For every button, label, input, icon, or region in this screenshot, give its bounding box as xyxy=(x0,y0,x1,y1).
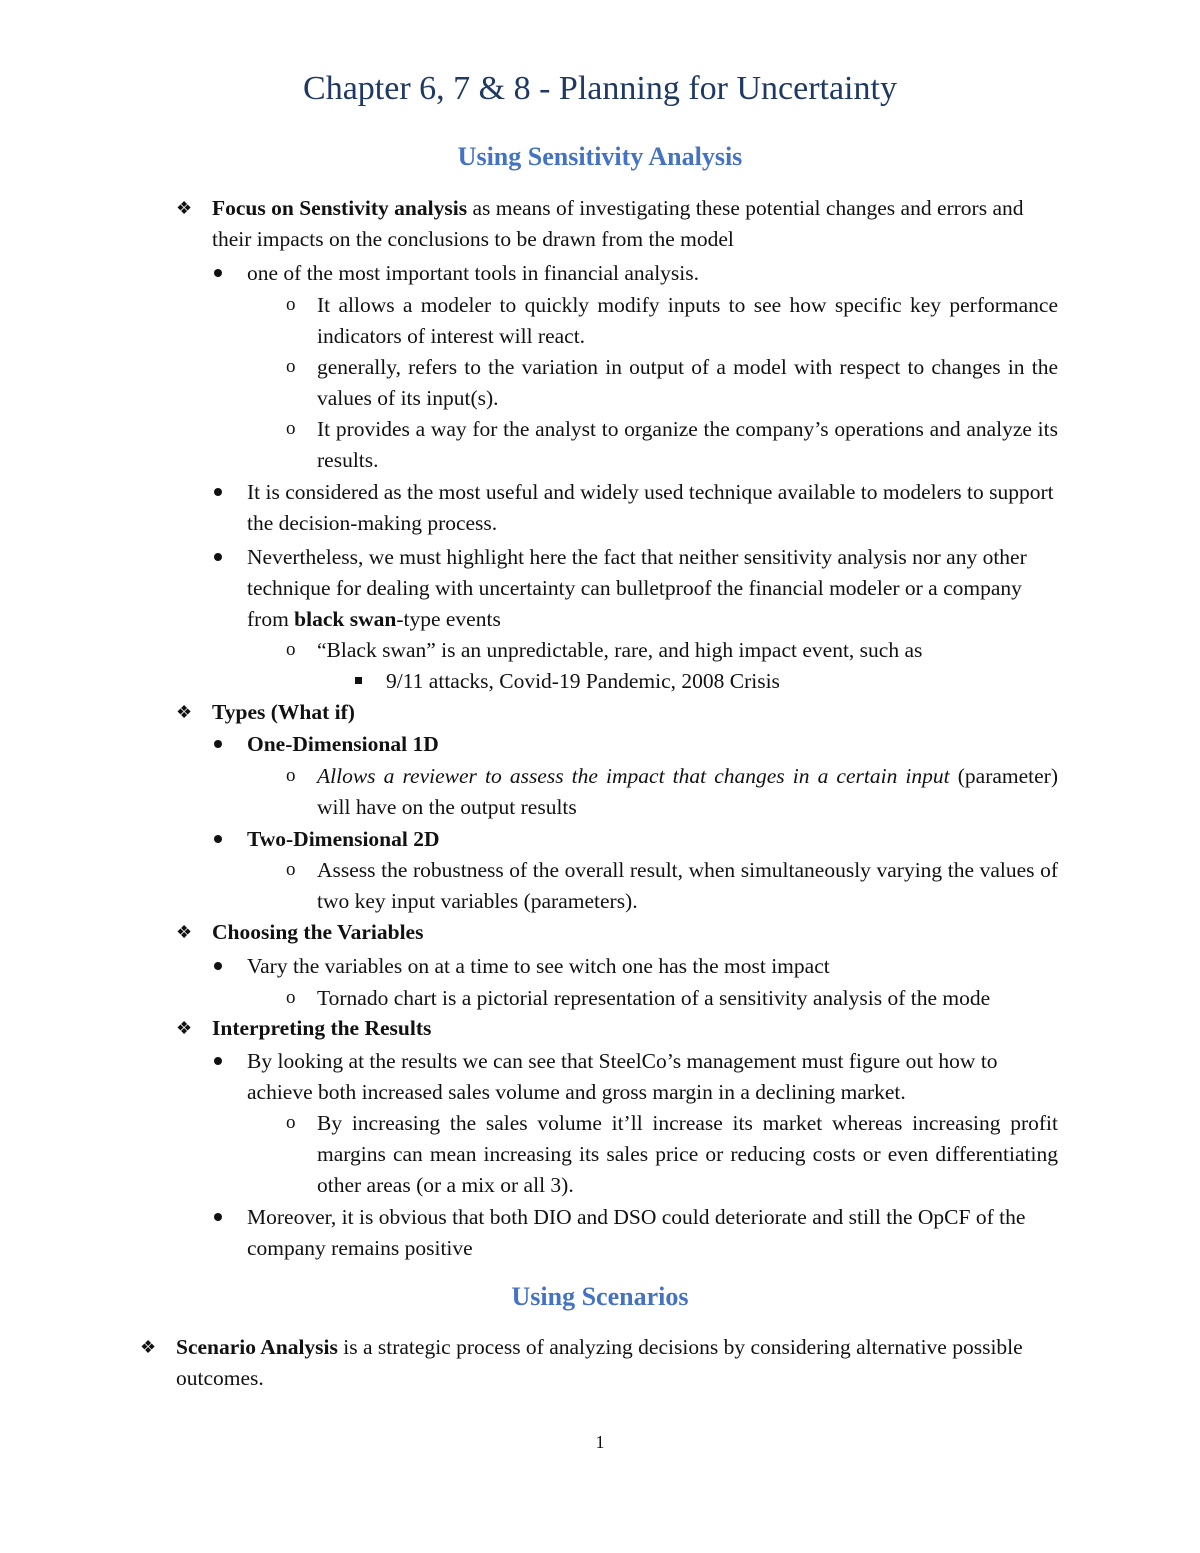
item-text: Vary the variables on at a time to see witch one has the most impact xyxy=(247,954,830,978)
list-item xyxy=(176,917,1058,948)
item-lead: Interpreting the Results xyxy=(212,1016,432,1040)
circle-bullet-icon: o xyxy=(286,639,296,660)
section-heading-scenarios: Using Scenarios xyxy=(511,1282,689,1311)
diamond-bullet-icon: ❖ xyxy=(176,198,193,218)
circle-bullet-icon: o xyxy=(286,859,296,880)
bullet-icon xyxy=(214,835,222,843)
bullet-icon xyxy=(214,962,222,970)
list-item xyxy=(286,290,1058,352)
item-lead: Choosing the Variables xyxy=(212,920,424,944)
item-text: It provides a way for the analyst to organize the company’s operations and analyze its results. xyxy=(317,417,1058,472)
bullet-icon xyxy=(214,740,222,748)
list-item xyxy=(286,635,1058,666)
item-lead: Types (What if) xyxy=(212,700,355,724)
list-item xyxy=(176,1013,1058,1044)
list-item xyxy=(140,1332,1026,1394)
list-item xyxy=(247,258,1058,289)
bullet-icon xyxy=(214,553,222,561)
page-number: 1 xyxy=(595,1432,605,1452)
circle-bullet-icon: o xyxy=(286,987,296,1008)
circle-bullet-icon: o xyxy=(286,294,296,315)
bullet-icon xyxy=(214,1213,222,1221)
bullet-icon xyxy=(214,1057,222,1065)
item-text: one of the most important tools in financial analysis. xyxy=(247,261,700,285)
item-bold: black swan xyxy=(294,607,397,631)
list-item xyxy=(247,542,1058,635)
square-bullet-icon xyxy=(355,677,362,684)
list-item xyxy=(286,414,1058,476)
circle-bullet-icon: o xyxy=(286,1112,296,1133)
diamond-bullet-icon: ❖ xyxy=(176,922,193,942)
item-lead: Two-Dimensional 2D xyxy=(247,827,440,851)
circle-bullet-icon: o xyxy=(286,356,296,377)
circle-bullet-icon: o xyxy=(286,765,296,786)
document-title: Chapter 6, 7 & 8 - Planning for Uncertainty xyxy=(303,70,897,107)
bullet-icon xyxy=(214,269,222,277)
list-item xyxy=(286,1108,1058,1201)
diamond-bullet-icon: ❖ xyxy=(140,1337,157,1357)
item-text: as means of investigating these potential changes and errors and their impacts on the conclusions to be drawn from the model xyxy=(212,196,1024,251)
list-item xyxy=(247,951,1058,982)
section-heading-sensitivity: Using Sensitivity Analysis xyxy=(457,142,743,171)
list-item xyxy=(247,477,1058,539)
item-text: “Black swan” is an unpredictable, rare, and high impact event, such as xyxy=(317,638,923,662)
list-item xyxy=(176,193,1058,255)
diamond-bullet-icon: ❖ xyxy=(176,702,193,722)
item-lead: Scenario Analysis xyxy=(176,1335,338,1359)
list-item xyxy=(176,697,1058,728)
item-text: Moreover, it is obvious that both DIO and DSO could deteriorate and still the OpCF of the company remains positive xyxy=(247,1205,1026,1260)
list-item xyxy=(286,761,1058,823)
item-text: Assess the robustness of the overall result, when simultaneously varying the values of two key input variables (parameters). xyxy=(317,858,1058,913)
circle-bullet-icon: o xyxy=(286,418,296,439)
list-item xyxy=(247,729,1058,760)
item-text: It is considered as the most useful and widely used technique available to modelers to support the decision-making process. xyxy=(247,480,1054,535)
list-item xyxy=(386,666,1058,697)
item-text: (parameter) will have on the output results xyxy=(317,764,1058,819)
item-text: generally, refers to the variation in output of a model with respect to changes in the values of its input(s). xyxy=(317,355,1058,410)
list-item xyxy=(247,1202,1058,1264)
item-text: By increasing the sales volume it’ll increase its market whereas increasing profit margins can mean increasing its sales price or reducing costs or even differentiating other areas (or a mix or all 3). xyxy=(317,1111,1058,1197)
list-item xyxy=(286,352,1058,414)
item-lead: Focus on Senstivity analysis xyxy=(212,196,468,220)
list-item xyxy=(247,824,1058,855)
item-text: By looking at the results we can see that SteelCo’s management must figure out how to achieve both increased sales volume and gross margin in a declining market. xyxy=(247,1049,998,1104)
list-item xyxy=(286,855,1058,917)
item-text: Tornado chart is a pictorial representation of a sensitivity analysis of the mode xyxy=(317,986,991,1010)
list-item xyxy=(247,1046,1058,1108)
item-text: It allows a modeler to quickly modify inputs to see how specific key performance indicators of interest will react. xyxy=(317,293,1058,348)
bullet-icon xyxy=(214,488,222,496)
item-text: is a strategic process of analyzing decisions by considering alternative possible outcomes. xyxy=(176,1335,1023,1390)
item-text: 9/11 attacks, Covid-19 Pandemic, 2008 Crisis xyxy=(386,669,780,693)
item-lead: One-Dimensional 1D xyxy=(247,732,439,756)
item-text: -type events xyxy=(396,607,501,631)
item-italic: Allows a reviewer to assess the impact that changes in a certain input xyxy=(317,764,950,788)
item-text: Nevertheless, we must highlight here the fact that neither sensitivity analysis nor any other technique for dealing with uncertainty can bulletproof the financial modeler or a company from xyxy=(247,545,1027,631)
list-item xyxy=(286,983,1058,1014)
diamond-bullet-icon: ❖ xyxy=(176,1018,193,1038)
